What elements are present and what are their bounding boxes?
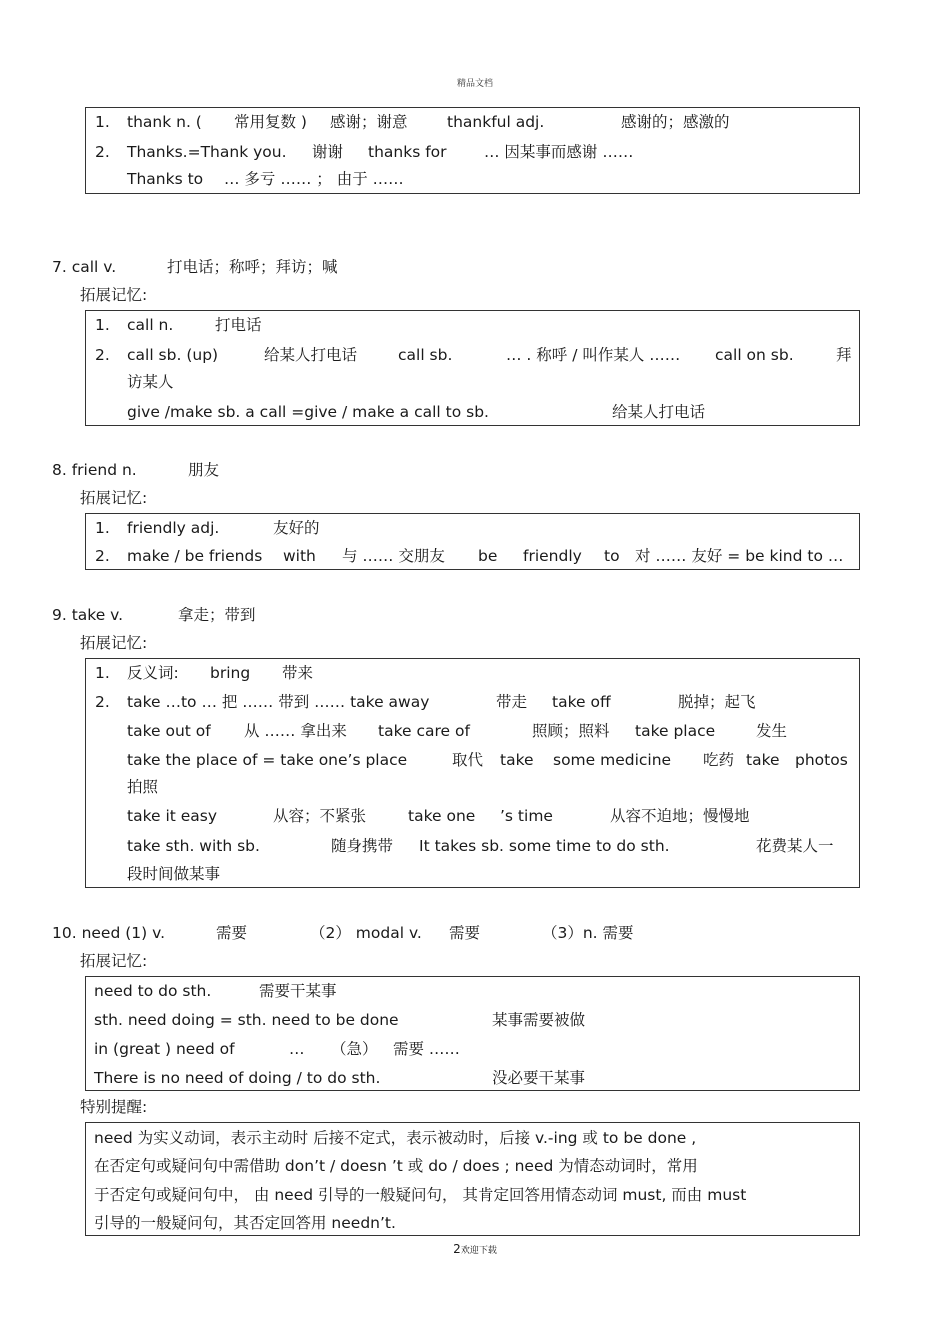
heading-word: 10. need (1) v. xyxy=(52,924,166,942)
section-9-subheading: 拓展记忆: xyxy=(80,634,148,652)
entry-text: 给某人打电话 xyxy=(612,403,706,421)
list-number: 1. xyxy=(95,519,110,537)
entry-text: 友好的 xyxy=(273,519,320,537)
entry-text: 段时间做某事 xyxy=(127,865,221,883)
entry-text: take sth. with sb. xyxy=(127,837,260,855)
entry-text: 带来 xyxy=(282,664,314,682)
entry-text: 常用复数 ) xyxy=(234,113,307,131)
entry-text: give /make sb. a call =give / make a call to sb. xyxy=(127,403,489,421)
list-number: 2. xyxy=(95,547,110,565)
entry-text: 没必要干某事 xyxy=(492,1069,586,1087)
page-footer xyxy=(0,1242,950,1256)
entry-text: Thanks to xyxy=(127,170,204,188)
entry-text: 打电话 xyxy=(215,316,262,334)
entry-text: call sb. (up) xyxy=(127,346,219,364)
entry-text: 随身携带 xyxy=(331,837,394,855)
heading-meaning: 拿走；带到 xyxy=(178,606,256,624)
entry-text: some medicine xyxy=(553,751,672,769)
entry-text: need to do sth. xyxy=(94,982,212,1000)
entry-text: take the place of = take one’s place xyxy=(127,751,408,769)
entry-text: 对 …… 友好 = be kind to … xyxy=(635,547,844,565)
section-8-heading xyxy=(52,460,220,480)
reminder-box xyxy=(85,1122,860,1236)
entry-text: in (great ) need of xyxy=(94,1040,235,1058)
heading-word: 9. take v. xyxy=(52,606,124,624)
heading-meaning: 需要 xyxy=(216,924,248,942)
entry-text: 从容不迫地；慢慢地 xyxy=(610,807,750,825)
entry-text: take xyxy=(500,751,534,769)
heading-meaning: 打电话；称呼；拜访；喊 xyxy=(167,258,338,276)
list-number: 2. xyxy=(95,693,110,711)
entry-text: 需要 …… xyxy=(393,1040,460,1058)
entry-text: 吃药 xyxy=(703,751,735,769)
entry-text: 照顾；照料 xyxy=(532,722,610,740)
section-8-subheading: 拓展记忆: xyxy=(80,489,148,507)
entry-text: 取代 xyxy=(452,751,484,769)
heading-word: 8. friend n. xyxy=(52,461,137,479)
call-box xyxy=(85,310,860,426)
entry-text: call on sb. xyxy=(715,346,794,364)
entry-text: friendly adj. xyxy=(127,519,220,537)
special-reminder-label: 特别提醒: xyxy=(80,1098,148,1116)
entry-text: thank n. ( xyxy=(127,113,202,131)
list-number: 2. xyxy=(95,143,110,161)
entry-text: 反义词: xyxy=(127,664,179,682)
section-10-heading xyxy=(52,923,634,943)
entry-text: 从容；不紧张 xyxy=(273,807,367,825)
entry-text: Thanks.=Thank you. xyxy=(127,143,287,161)
entry-text: friendly xyxy=(523,547,582,565)
entry-text: take it easy xyxy=(127,807,218,825)
heading-word: （3）n. 需要 xyxy=(542,924,634,942)
thank-box xyxy=(85,107,860,194)
entry-text: photos xyxy=(795,751,848,769)
entry-text: thanks for xyxy=(368,143,447,161)
footer-note: 欢迎下载 xyxy=(460,1246,497,1256)
entry-text: 感谢的；感激的 xyxy=(621,113,730,131)
friend-box xyxy=(85,513,860,570)
entry-text: make / be friends xyxy=(127,547,263,565)
entry-text: call n. xyxy=(127,316,174,334)
take-box xyxy=(85,658,860,888)
entry-text: 访某人 xyxy=(127,373,174,391)
entry-text: 从 …… 拿出来 xyxy=(244,722,347,740)
page-header: 精品文档 xyxy=(456,79,493,89)
section-10-subheading: 拓展记忆: xyxy=(80,952,148,970)
entry-text: 感谢；谢意 xyxy=(330,113,408,131)
heading-word: 7. call v. xyxy=(52,258,117,276)
entry-text: 拜 xyxy=(836,346,852,364)
entry-text: … xyxy=(289,1040,305,1058)
entry-text: take off xyxy=(552,693,611,711)
entry-text: thankful adj. xyxy=(447,113,545,131)
entry-text: be xyxy=(478,547,498,565)
heading-word: （2） modal v. xyxy=(310,924,422,942)
entry-text: … 因某事而感谢 …… xyxy=(484,143,634,161)
section-7-heading xyxy=(52,257,338,277)
entry-text: There is no need of doing / to do sth. xyxy=(94,1069,381,1087)
entry-text: take place xyxy=(635,722,716,740)
entry-text: take out of xyxy=(127,722,211,740)
entry-text: … . 称呼 / 叫作某人 …… xyxy=(506,346,681,364)
entry-text: 花费某人一 xyxy=(756,837,834,855)
note-line: 引导的一般疑问句，其否定回答用 needn’t. xyxy=(94,1214,396,1232)
list-number: 1. xyxy=(95,316,110,334)
entry-text: take …to … 把 …… 带到 …… take away xyxy=(127,693,430,711)
note-line: 在否定句或疑问句中需借助 don’t / doesn ’t 或 do / does ; need 为情态动词时，常用 xyxy=(94,1157,698,1175)
entry-text: 带走 xyxy=(496,693,528,711)
entry-text: It takes sb. some time to do sth. xyxy=(419,837,670,855)
entry-text: call sb. xyxy=(398,346,453,364)
entry-text: take one xyxy=(408,807,476,825)
entry-text: 与 …… 交朋友 xyxy=(342,547,445,565)
entry-text: take care of xyxy=(378,722,470,740)
entry-text: take xyxy=(746,751,780,769)
entry-text: 拍照 xyxy=(127,778,159,796)
entry-text: with xyxy=(283,547,316,565)
entry-text: … 多亏 …… ； 由于 …… xyxy=(224,170,404,188)
heading-meaning: 需要 xyxy=(449,924,481,942)
list-number: 1. xyxy=(95,664,110,682)
section-9-heading xyxy=(52,605,256,625)
entry-text: 谢谢 xyxy=(312,143,344,161)
entry-text: bring xyxy=(210,664,251,682)
entry-text: 脱掉；起飞 xyxy=(678,693,756,711)
section-7-subheading: 拓展记忆: xyxy=(80,286,148,304)
need-box xyxy=(85,976,860,1091)
entry-text: 某事需要被做 xyxy=(492,1011,586,1029)
entry-text: （急） xyxy=(331,1040,378,1058)
entry-text: ’s time xyxy=(500,807,553,825)
entry-text: 发生 xyxy=(756,722,788,740)
page-number: 2 xyxy=(453,1242,461,1256)
note-line: need 为实义动词，表示主动时 后接不定式，表示被动时，后接 v.-ing 或 to be done , xyxy=(94,1129,697,1147)
list-number: 1. xyxy=(95,113,110,131)
entry-text: 需要干某事 xyxy=(259,982,337,1000)
entry-text: to xyxy=(604,547,620,565)
entry-text: sth. need doing = sth. need to be done xyxy=(94,1011,399,1029)
note-line: 于否定句或疑问句中， 由 need 引导的一般疑问句， 其肯定回答用情态动词 must, 而由 must xyxy=(94,1186,747,1204)
list-number: 2. xyxy=(95,346,110,364)
entry-text: 给某人打电话 xyxy=(264,346,358,364)
heading-meaning: 朋友 xyxy=(188,461,220,479)
